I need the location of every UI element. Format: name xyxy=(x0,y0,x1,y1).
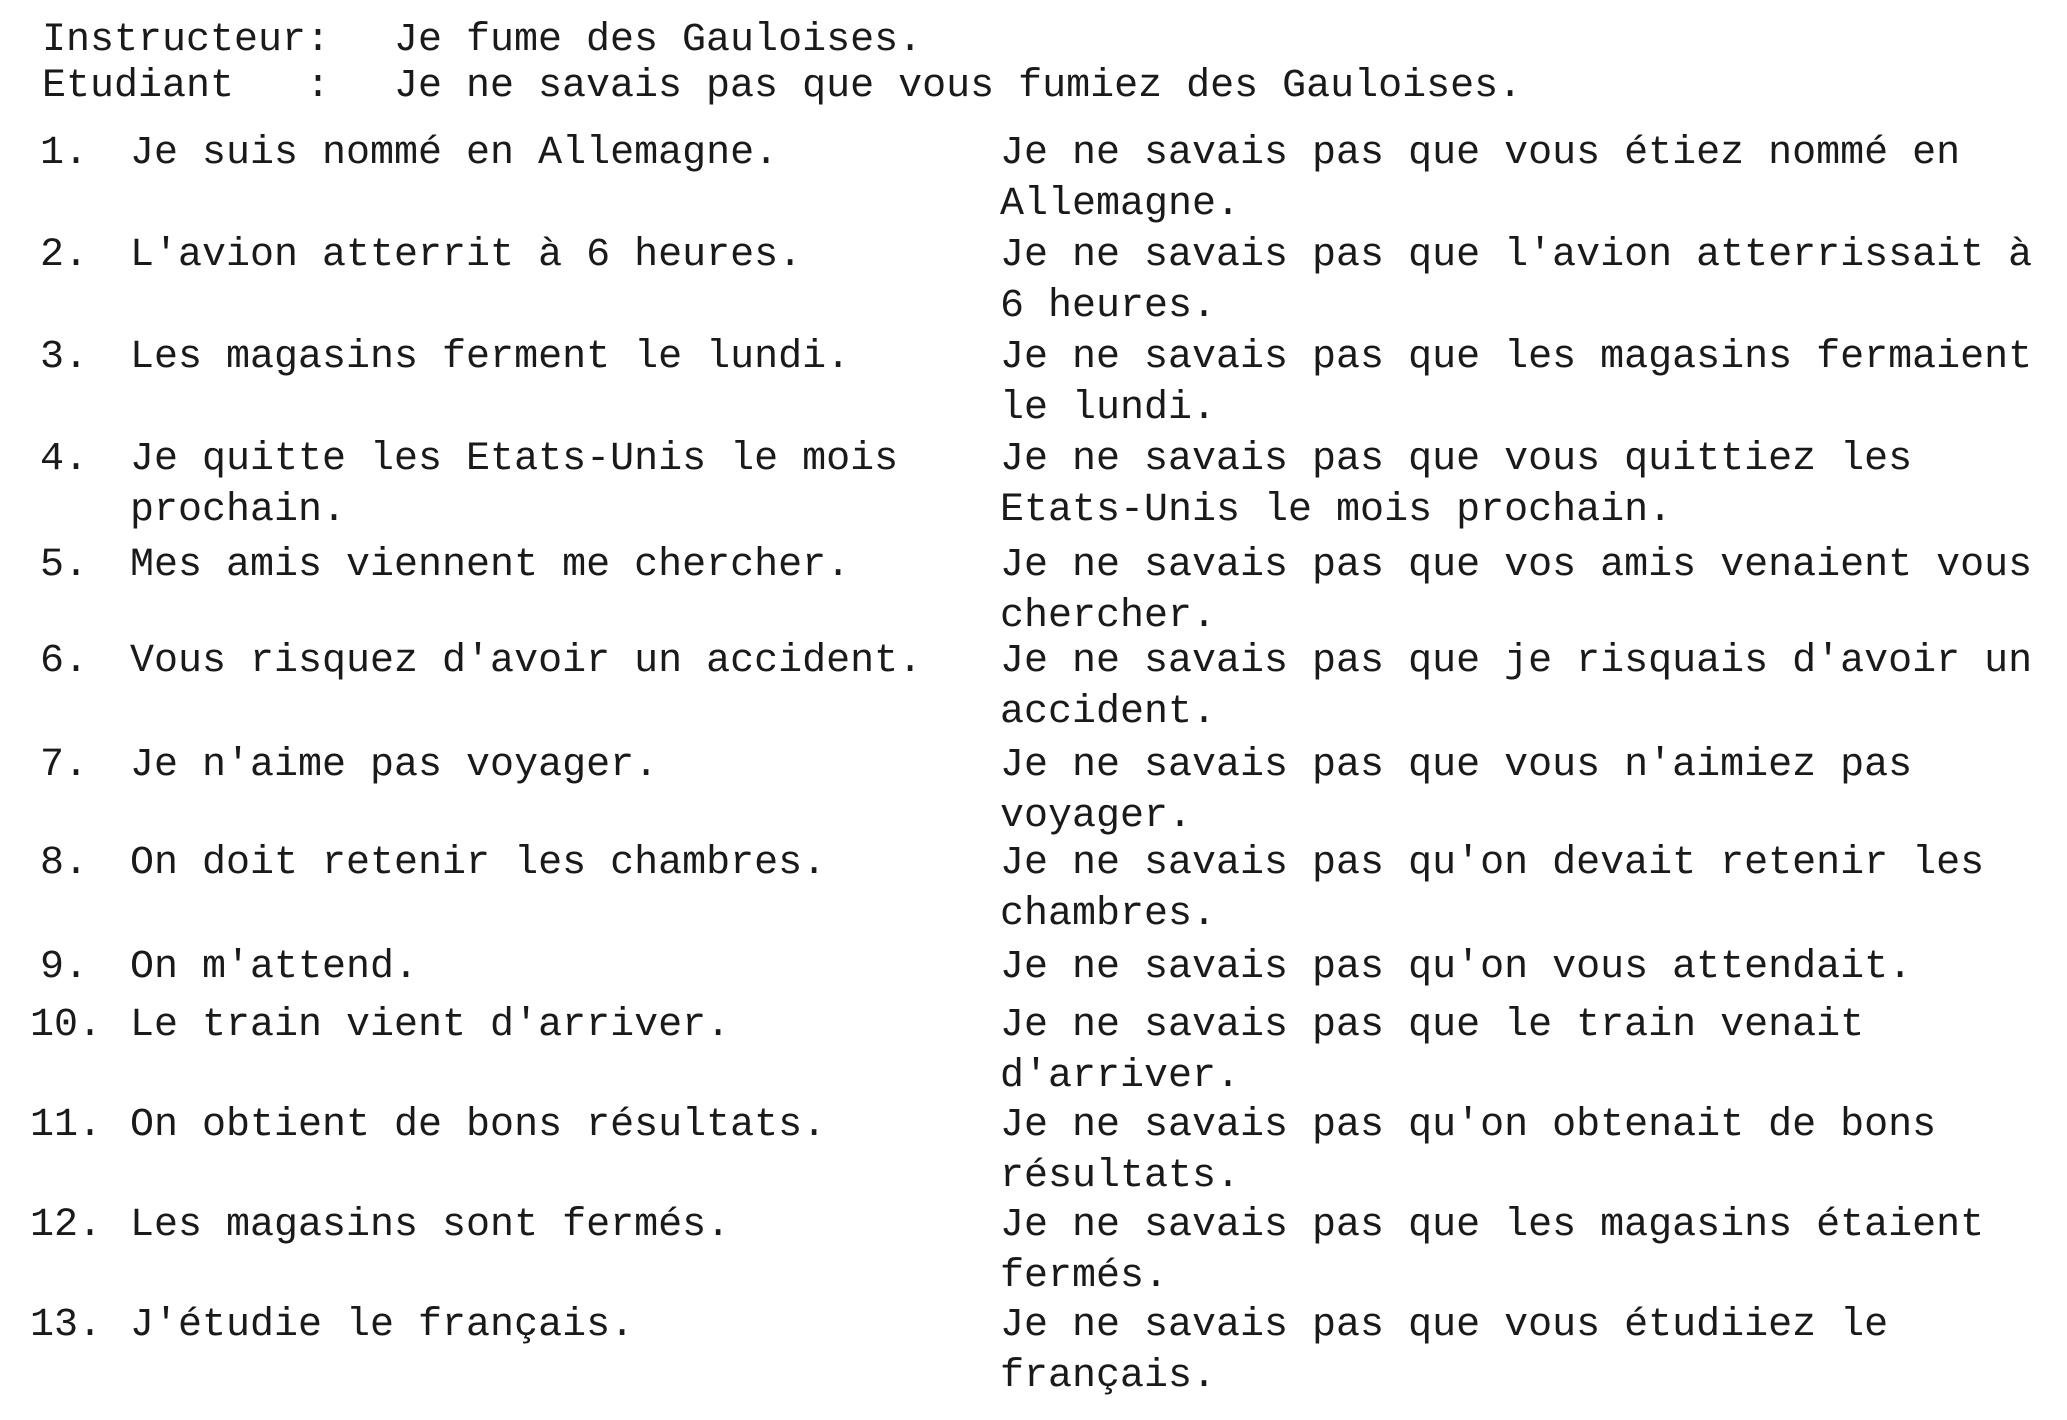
drill-item-5 xyxy=(0,540,2067,639)
item-response: Je ne savais pas qu'on vous attendait. xyxy=(1000,945,1913,990)
instructor-label: Instructeur: xyxy=(42,18,331,63)
item-response: Je ne savais pas que vous quittiez les Etats-Unis le mois prochain. xyxy=(1000,437,1913,533)
item-prompt: L'avion atterrit à 6 heures. xyxy=(130,233,803,278)
item-response: Je ne savais pas que le train venait d'arriver. xyxy=(1000,1003,1865,1099)
item-number: 13. xyxy=(30,1303,103,1348)
drill-item-3 xyxy=(0,332,2067,434)
drill-item-9 xyxy=(0,942,2067,1000)
item-prompt: On m'attend. xyxy=(130,945,419,990)
item-response: Je ne savais pas que vous étiez nommé en Allemagne. xyxy=(1000,131,1961,227)
item-number: 3. xyxy=(40,335,89,380)
item-response: Je ne savais pas que vous étudiiez le français. xyxy=(1000,1303,1889,1399)
item-number: 11. xyxy=(30,1103,103,1148)
item-response: Je ne savais pas qu'on devait retenir les chambres. xyxy=(1000,841,1985,937)
item-prompt: Vous risquez d'avoir un accident. xyxy=(130,639,923,684)
item-prompt: Les magasins sont fermés. xyxy=(130,1203,731,1248)
item-number: 10. xyxy=(30,1003,103,1048)
drill-item-7 xyxy=(0,740,2067,838)
item-prompt: J'étudie le français. xyxy=(130,1303,635,1348)
item-number: 4. xyxy=(40,437,89,482)
item-number: 7. xyxy=(40,743,89,788)
item-prompt: Les magasins ferment le lundi. xyxy=(130,335,851,380)
drill-item-10 xyxy=(0,1000,2067,1100)
student-label: Etudiant : xyxy=(42,64,331,109)
drill-item-11 xyxy=(0,1100,2067,1200)
item-prompt: Je suis nommé en Allemagne. xyxy=(130,131,779,176)
student-text: Je ne savais pas que vous fumiez des Gauloises. xyxy=(394,64,1523,109)
item-response: Je ne savais pas que je risquais d'avoir un accident. xyxy=(1000,639,2033,735)
item-response: Je ne savais pas que vos amis venaient vous chercher. xyxy=(1000,543,2033,639)
instructor-text: Je fume des Gauloises. xyxy=(394,18,923,63)
item-prompt: Je n'aime pas voyager. xyxy=(130,743,659,788)
item-response: Je ne savais pas qu'on obtenait de bons résultats. xyxy=(1000,1103,1937,1199)
item-number: 5. xyxy=(40,543,89,588)
item-number: 8. xyxy=(40,841,89,886)
item-prompt: On obtient de bons résultats. xyxy=(130,1103,827,1148)
item-response: Je ne savais pas que l'avion atterrissait à 6 heures. xyxy=(1000,233,2033,329)
drill-item-1 xyxy=(0,128,2067,230)
item-number: 1. xyxy=(40,131,89,176)
student-line xyxy=(42,64,1522,110)
item-response: Je ne savais pas que vous n'aimiez pas voyager. xyxy=(1000,743,1913,839)
item-response: Je ne savais pas que les magasins étaient fermés. xyxy=(1000,1203,1985,1299)
drill-item-2 xyxy=(0,230,2067,332)
drill-item-13 xyxy=(0,1300,2067,1402)
item-number: 9. xyxy=(40,945,89,990)
drill-item-8 xyxy=(0,838,2067,942)
drill-item-12 xyxy=(0,1200,2067,1300)
item-prompt: Je quitte les Etats-Unis le mois prochain. xyxy=(130,437,899,533)
item-response: Je ne savais pas que les magasins fermaient le lundi. xyxy=(1000,335,2033,431)
drill-list xyxy=(0,128,2067,1402)
item-number: 6. xyxy=(40,639,89,684)
item-prompt: Le train vient d'arriver. xyxy=(130,1003,731,1048)
item-prompt: Mes amis viennent me chercher. xyxy=(130,543,851,588)
drill-item-6 xyxy=(0,636,2067,740)
example-block xyxy=(42,18,1522,110)
item-number: 12. xyxy=(30,1203,103,1248)
item-number: 2. xyxy=(40,233,89,278)
drill-item-4 xyxy=(0,434,2067,540)
instructor-line xyxy=(42,18,1522,64)
item-prompt: On doit retenir les chambres. xyxy=(130,841,827,886)
